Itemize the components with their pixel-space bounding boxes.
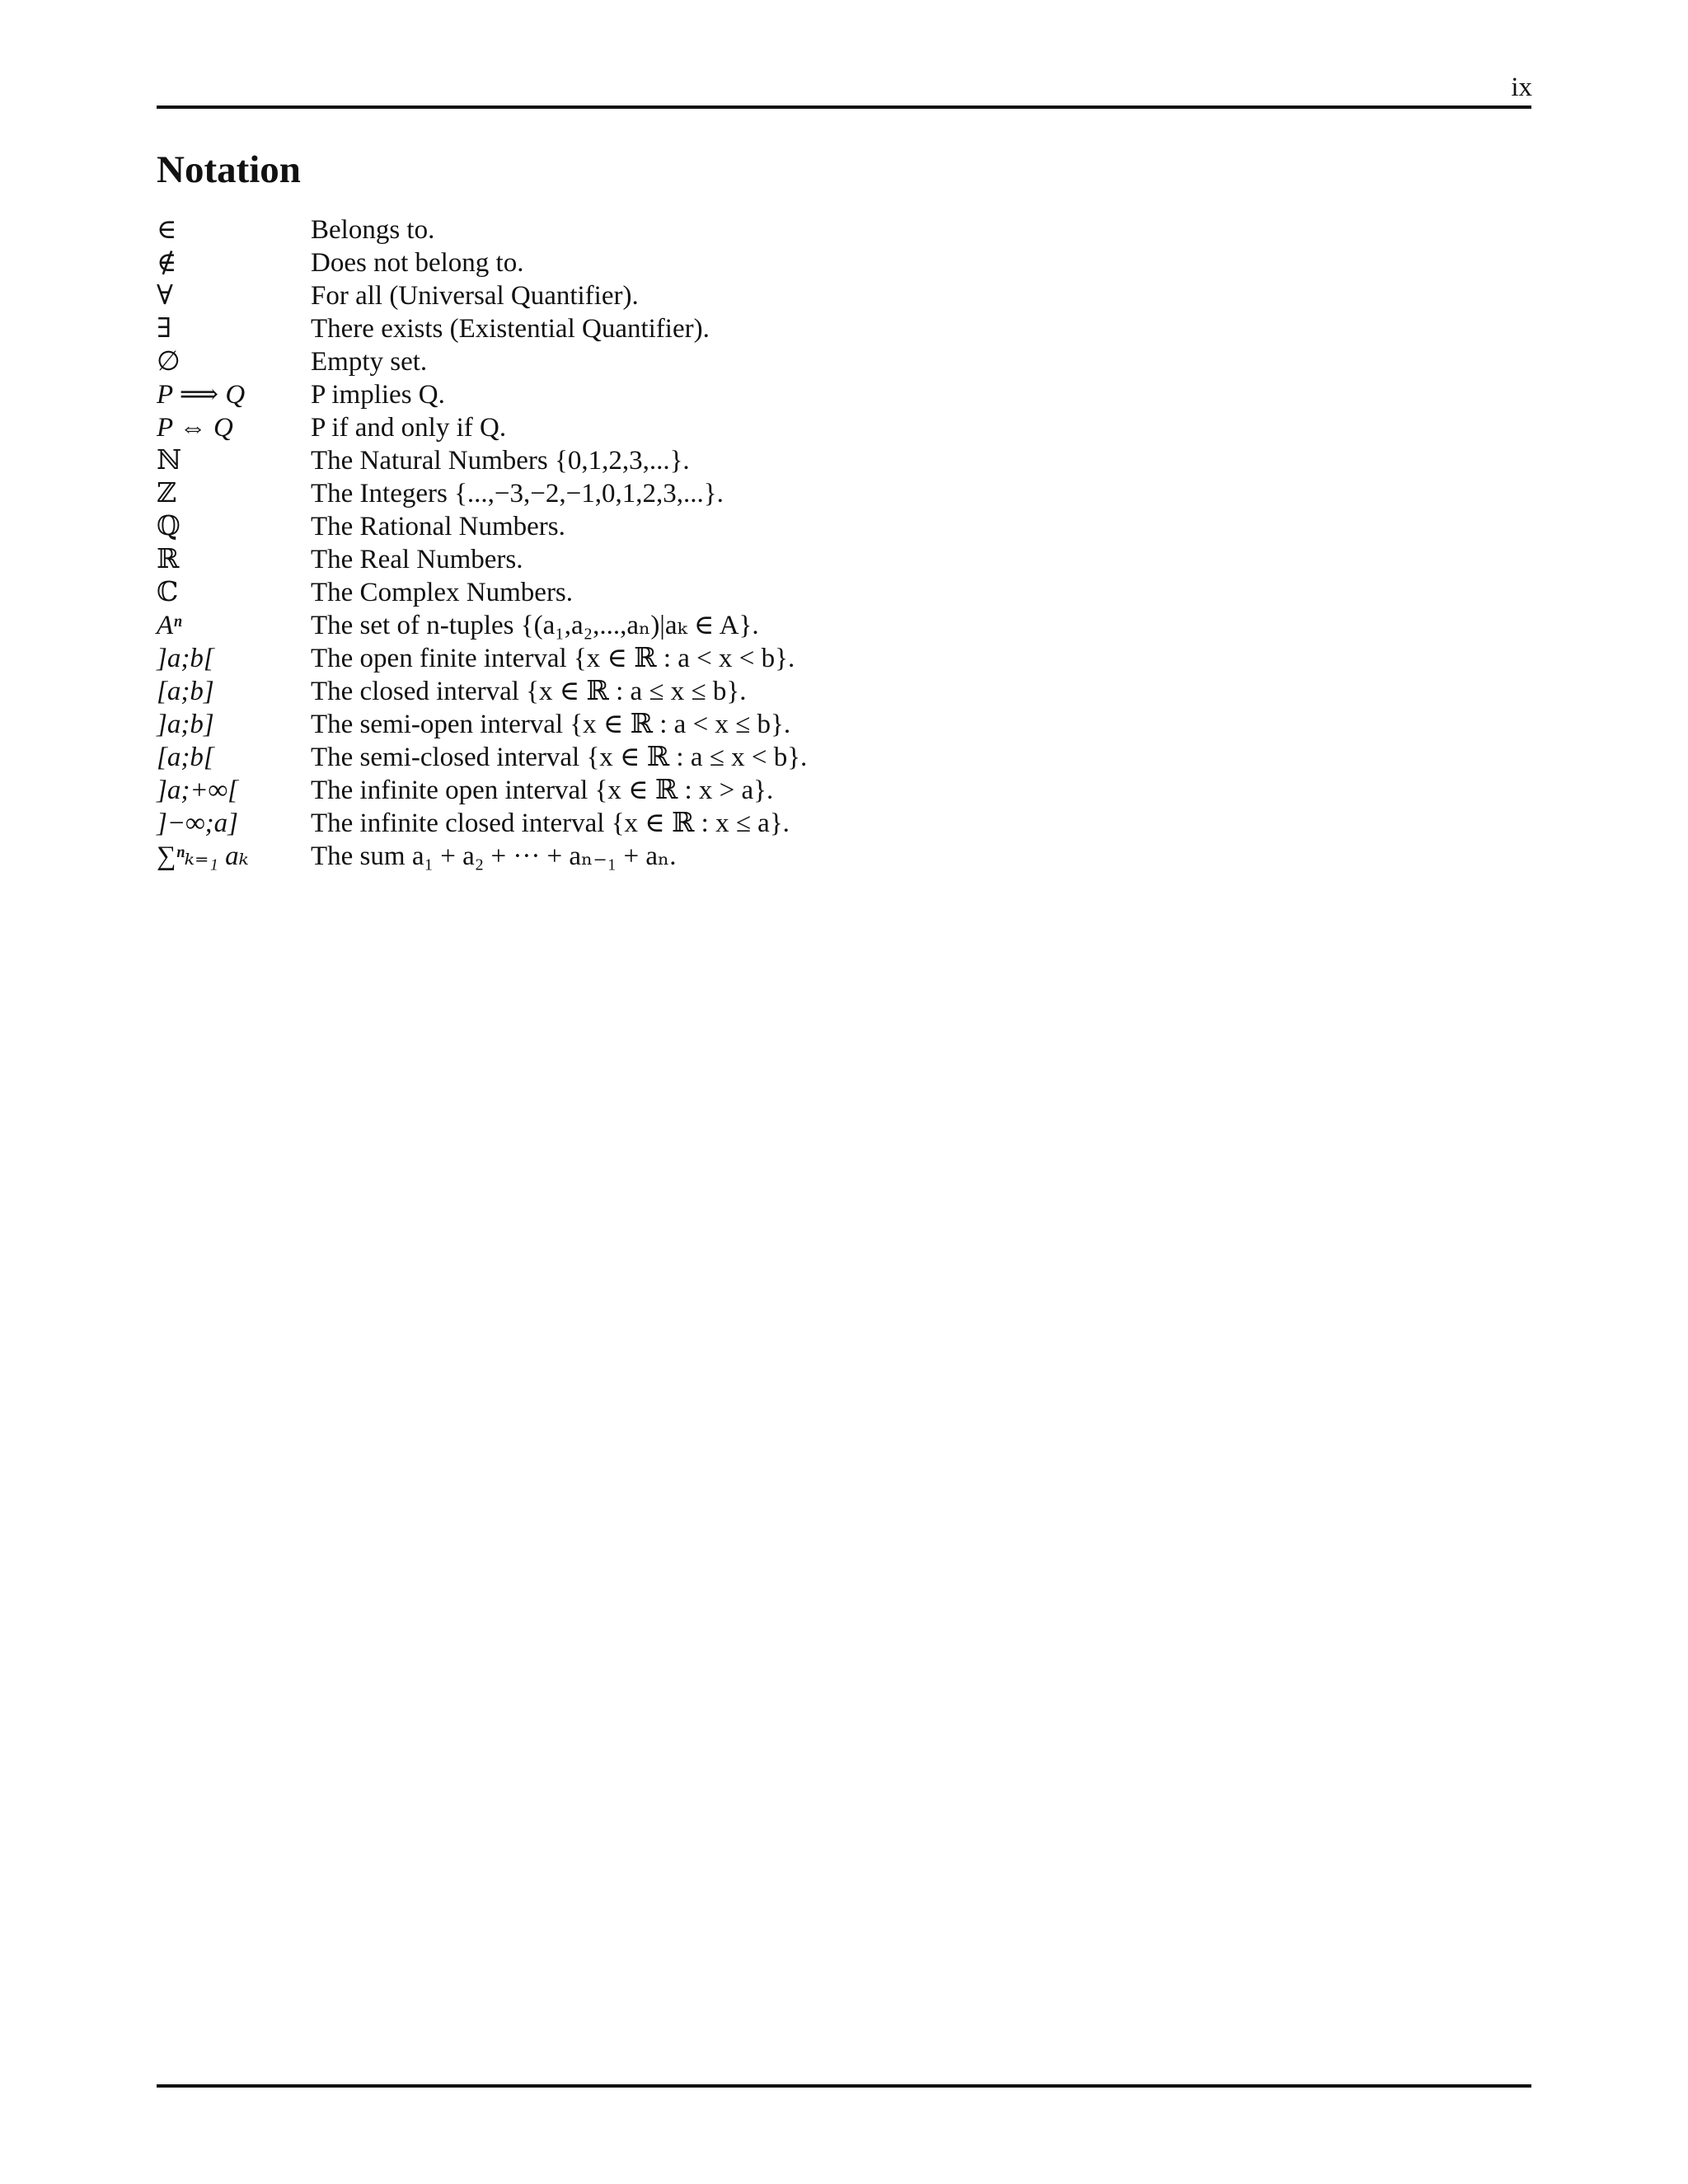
notation-symbol: Aⁿ [157,611,182,640]
notation-row [157,279,1146,312]
notation-row [157,708,1146,741]
notation-symbol: ℤ [157,479,177,509]
notation-symbol: ∅ [157,347,181,377]
notation-description: The Rational Numbers. [311,512,565,541]
notation-description: The open finite interval {x ∈ ℝ : a < x < b}. [311,644,795,673]
notation-symbol: [a;b] [157,677,214,706]
notation-symbol: ]a;b] [157,710,214,739]
notation-symbol: ∃ [157,314,171,344]
notation-row [157,543,1146,576]
notation-symbol: ∉ [157,248,177,278]
notation-symbol: ]a;+∞[ [157,776,238,805]
notation-description: P implies Q. [311,380,445,410]
notation-row [157,510,1146,543]
notation-description: The sum a₁ + a₂ + ··· + aₙ₋₁ + aₙ. [311,841,677,871]
notation-row [157,411,1146,444]
notation-description: The Natural Numbers {0,1,2,3,...}. [311,446,690,476]
notation-row [157,345,1146,378]
notation-description: The Real Numbers. [311,545,523,574]
notation-description: The infinite closed interval {x ∈ ℝ : x ≤ a}. [311,808,790,838]
notation-row [157,312,1146,345]
notation-row [157,213,1146,246]
notation-row [157,642,1146,675]
notation-row [157,444,1146,477]
notation-symbol: ∀ [157,281,173,311]
notation-description: There exists (Existential Quantifier). [311,314,710,344]
notation-description: Belongs to. [311,215,435,245]
notation-symbol: ℝ [157,545,180,574]
header-rule [157,105,1531,109]
notation-row [157,378,1146,411]
notation-symbol: ℕ [157,446,182,476]
notation-description: Empty set. [311,347,428,377]
notation-row [157,741,1146,774]
notation-description: The semi-open interval {x ∈ ℝ : a < x ≤ b}. [311,710,791,739]
notation-row [157,675,1146,708]
notation-symbol: P ⇔ Q [157,413,233,443]
notation-symbol: [a;b[ [157,743,214,772]
notation-row [157,807,1146,840]
notation-row [157,246,1146,279]
notation-list [157,213,1146,873]
notation-row [157,576,1146,609]
notation-description: The semi-closed interval {x ∈ ℝ : a ≤ x < b}. [311,743,808,772]
notation-symbol: P ⟹ Q [157,380,246,410]
notation-description: The closed interval {x ∈ ℝ : a ≤ x ≤ b}. [311,677,747,706]
notation-description: Does not belong to. [311,248,524,278]
footer-rule [157,2084,1531,2088]
notation-description: The Complex Numbers. [311,578,574,607]
notation-row [157,840,1146,873]
notation-row [157,477,1146,510]
notation-row [157,609,1146,642]
notation-symbol: ℂ [157,578,179,607]
notation-symbol: ∑ⁿₖ₌₁ aₖ [157,841,249,871]
notation-symbol: ]a;b[ [157,644,214,673]
notation-description: P if and only if Q. [311,413,507,443]
notation-description: The infinite open interval {x ∈ ℝ : x > a}. [311,776,774,805]
notation-description: The Integers {...,−3,−2,−1,0,1,2,3,...}. [311,479,724,509]
notation-symbol: ∈ [157,215,177,245]
notation-symbol: ]−∞;a] [157,808,238,838]
notation-description: For all (Universal Quantifier). [311,281,639,311]
notation-description: The set of n-tuples {(a₁,a₂,...,aₙ)|aₖ ∈ A}. [311,611,759,640]
page-title: Notation [157,148,301,191]
notation-symbol: ℚ [157,512,181,541]
notation-row [157,774,1146,807]
page-number: ix [1511,73,1532,102]
